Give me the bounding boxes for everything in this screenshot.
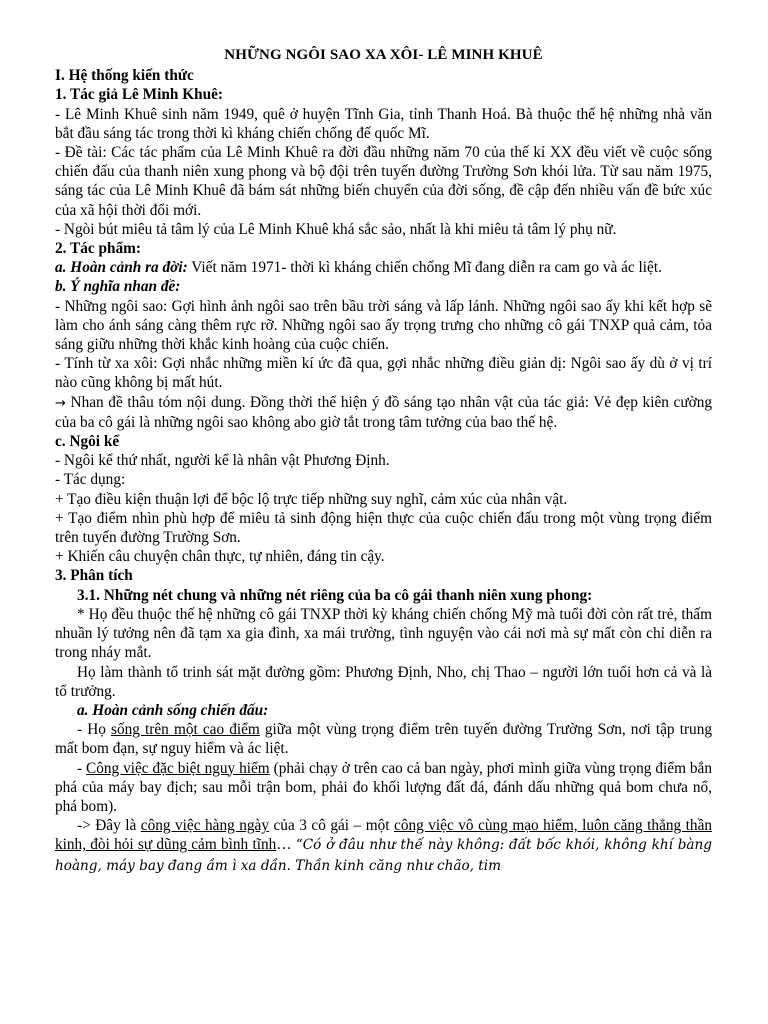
heading-living-conditions: a. Hoàn cảnh sống chiến đấu: xyxy=(77,701,269,719)
paragraph-stars: - Những ngôi sao: Gợi hình ảnh ngôi sao trên bầu trời sáng và lấp lánh. Những ngôi sao ấy khi kết hợp sẽ làm cho ánh sáng càng thêm rực rỡ. Những ngôi sao ấy trọng trưng cho những cô gái TNXP quả cảm, tỏa sáng giữu những thời khắc kinh hoàng của cuộc chiến. xyxy=(55,297,712,354)
daily-underlined-1: công việc hàng ngày xyxy=(140,817,269,835)
daily-ellipsis: … xyxy=(276,836,296,854)
location-prefix: - Họ xyxy=(77,721,112,739)
title-summary-text: Nhan đề thâu tóm nội dung. Đồng thời thể hiện ý đồ sáng tạo nhân vật của tác giả: Vẻ đẹp kiên cường của ba cô gái là những ngôi sao không abo giờ tắt trong tâm tưởng của bao thế hệ. xyxy=(55,393,712,431)
job-underlined: Công việc đặc biệt nguy hiểm xyxy=(86,759,270,777)
paragraph-context xyxy=(55,258,712,277)
page-title: NHỮNG NGÔI SAO XA XÔI- LÊ MINH KHUÊ xyxy=(224,47,543,63)
paragraph-title-summary xyxy=(55,393,712,432)
paragraph-narrator-1: - Ngôi kể thứ nhất, người kể là nhân vật Phương Định. xyxy=(55,452,390,470)
paragraph-location xyxy=(55,720,712,758)
paragraph-narrator-3: + Tạo điều kiện thuận lợi để bộc lộ trực tiếp những suy nghĩ, cảm xúc của nhân vật. xyxy=(55,490,568,508)
right-arrow-icon: → xyxy=(55,395,66,411)
heading-narrator: c. Ngôi kể xyxy=(55,433,120,451)
location-underlined: sống trên một cao điểm xyxy=(111,721,260,739)
paragraph-far-away: - Tính từ xa xôi: Gợi nhắc những miền kí ức đã qua, gợi nhắc những điều giản dị: Ngôi sao ấy dù ở vị trí nào cũng không bị mất hút. xyxy=(55,355,712,392)
context-text: Viết năm 1971- thời kì kháng chiến chống Mĩ đang diễn ra cam go và ác liệt. xyxy=(187,259,662,277)
paragraph-team: Họ làm thành tổ trinh sát mặt đường gồm: Phương Định, Nho, chị Thao – người lớn tuổi hơn cả và là tổ trưởng. xyxy=(55,663,712,700)
paragraph-author-style: - Ngòi bút miêu tả tâm lý của Lê Minh Khuê khá sắc sảo, nhất là khi miêu tả tâm lý phụ nữ. xyxy=(55,220,617,238)
paragraph-narrator-2: - Tác dụng: xyxy=(55,471,126,489)
heading-analysis: 3. Phân tích xyxy=(55,567,133,585)
daily-middle: của 3 cô gái – một xyxy=(269,817,395,835)
paragraph-author-topic: - Đề tài: Các tác phẩm của Lê Minh Khuê ra đời đầu những năm 70 của thế kỉ XX đều viết về cuộc sống chiến đấu của thanh niên xung phong và bộ đội trên tuyến đường Trường Sơn khói lửa. Từ sau năm 1975, sáng tác của Lê Minh Khuê đã bám sát những biến chuyển của đời sống, đề cập đến nhiều vấn đề bức xúc của xã hội thời đổi mới. xyxy=(55,144,712,219)
daily-underlined-2: công việc vô cùng mạo hiểm, luôn căng thẳng thần kinh, đòi hỏi sự dũng cảm bình tĩnh xyxy=(55,817,713,854)
paragraph-job xyxy=(55,759,712,817)
daily-prefix: -> Đây là xyxy=(77,817,141,835)
paragraph-daily-work xyxy=(55,816,712,876)
heading-author: 1. Tác giả Lê Minh Khuê: xyxy=(55,86,223,104)
context-label: a. Hoàn cảnh ra đời: xyxy=(55,259,188,277)
section-heading-knowledge: I. Hệ thống kiến thức xyxy=(55,67,194,85)
heading-title-meaning: b. Ý nghĩa nhan đề: xyxy=(55,278,181,296)
daily-quote: “Có ở đâu như thế này không: đất bốc khói, không khí bàng hoàng, máy bay đang ầm ì xa dần. Thần kinh căng như chão, tim xyxy=(55,837,712,874)
heading-work: 2. Tác phẩm: xyxy=(55,240,141,258)
paragraph-narrator-5: + Khiến câu chuyện chân thực, tự nhiên, đáng tin cậy. xyxy=(55,548,385,566)
job-prefix: - xyxy=(77,759,87,777)
location-rest: giữa một vùng trọng điểm trên tuyến đường Trường Sơn, nơi tập trung mất bom đạn, sự nguy hiểm và ác liệt. xyxy=(55,721,712,758)
paragraph-author-bio: - Lê Minh Khuê sinh năm 1949, quê ở huyện Tĩnh Gia, tỉnh Thanh Hoá. Bà thuộc thế hệ những nhà văn bắt đầu sáng tác trong thời kì kháng chiến chống đế quốc Mĩ. xyxy=(55,105,712,142)
heading-three-girls: 3.1. Những nét chung và những nét riêng của ba cô gái thanh niên xung phong: xyxy=(77,586,593,604)
paragraph-generation: * Họ đều thuộc thế hệ những cô gái TNXP thời kỳ kháng chiến chống Mỹ mà tuổi đời còn rất trẻ, thấm nhuần lý tưởng nên đã tạm xa gia đình, xa mái trường, tình nguyện vào cái nơi mà sự mất còn chỉ diễn ra trong nháy mắt. xyxy=(55,605,712,662)
job-rest: (phải chạy ở trên cao cả ban ngày, phơi mình giữa vùng trọng điểm bắn phá của máy bay địch; sau mỗi trận bom, phải đo khối lượng đất đá, đánh dấu những quả bom chưa nổ, phá bom). xyxy=(55,759,712,815)
paragraph-narrator-4: + Tạo điểm nhìn phù hợp để miêu tả sinh động hiện thực của cuộc chiến đấu trong một vùng trọng điểm trên tuyến đường Trường Sơn. xyxy=(55,509,712,547)
